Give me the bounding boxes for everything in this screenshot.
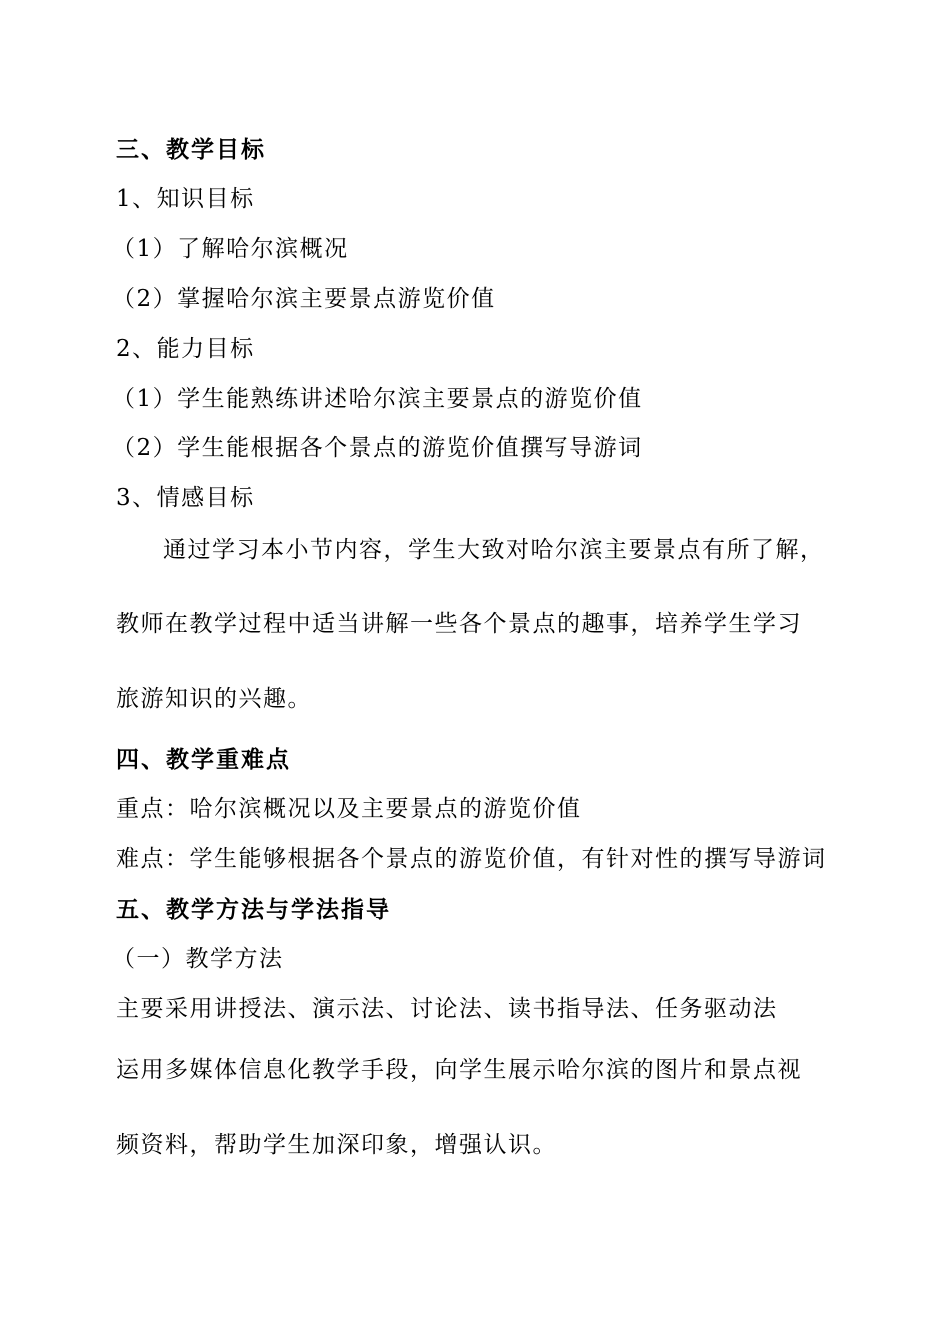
knowledge-goal-item: （2）掌握哈尔滨主要景点游览价值 bbox=[112, 286, 496, 312]
section-heading-teaching-goals: 三、教学目标 bbox=[116, 136, 266, 163]
section-heading-methods: 五、教学方法与学法指导 bbox=[116, 896, 391, 923]
difficult-point-text: 难点：学生能够根据各个景点的游览价值，有针对性的撰写导游词 bbox=[116, 846, 827, 872]
emotion-goal-paragraph-line: 教师在教学过程中适当讲解一些各个景点的趣事，培养学生学习 bbox=[116, 611, 802, 637]
teaching-methods-list: 主要采用讲授法、演示法、讨论法、读书指导法、任务驱动法 bbox=[116, 996, 778, 1022]
section-heading-key-difficult-points: 四、教学重难点 bbox=[116, 746, 291, 773]
knowledge-goal-item: （1）了解哈尔滨概况 bbox=[112, 236, 349, 262]
teaching-methods-title: （一）教学方法 bbox=[112, 946, 284, 972]
key-point-text: 重点：哈尔滨概况以及主要景点的游览价值 bbox=[116, 796, 582, 822]
emotion-goal-paragraph-line: 通过学习本小节内容，学生大致对哈尔滨主要景点有所了解， bbox=[163, 537, 825, 563]
ability-goal-item: （1）学生能熟练讲述哈尔滨主要景点的游览价值 bbox=[112, 386, 643, 412]
knowledge-goals-title: 1、知识目标 bbox=[116, 186, 255, 212]
ability-goals-title: 2、能力目标 bbox=[116, 336, 255, 362]
multimedia-paragraph-line: 频资料，帮助学生加深印象，增强认识。 bbox=[116, 1132, 557, 1158]
emotion-goal-paragraph-line: 旅游知识的兴趣。 bbox=[116, 686, 312, 712]
ability-goal-item: （2）学生能根据各个景点的游览价值撰写导游词 bbox=[112, 435, 643, 461]
multimedia-paragraph-line: 运用多媒体信息化教学手段，向学生展示哈尔滨的图片和景点视 bbox=[116, 1057, 802, 1083]
emotion-goals-title: 3、情感目标 bbox=[116, 485, 255, 511]
